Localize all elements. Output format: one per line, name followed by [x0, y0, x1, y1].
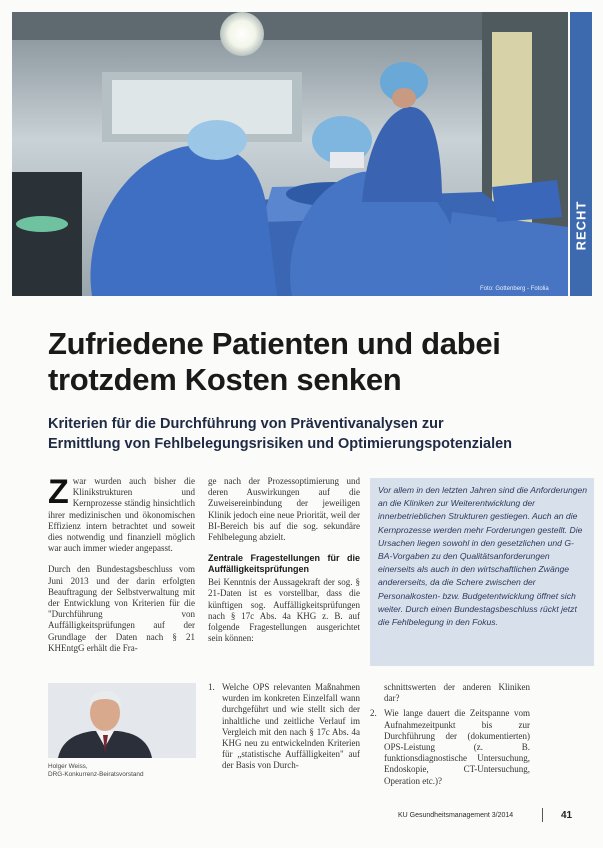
list-text: schnittswerten der anderen Kliniken dar? — [384, 682, 530, 704]
list-item — [370, 708, 530, 786]
portrait-role: DRG-Konkurrenz-Beiratsvorstand — [48, 771, 144, 778]
subheadline-line-1: Kriterien für die Durchführung von Präventivanalysen zur — [48, 416, 444, 432]
headline-line-1: Zufriedene Patienten und dabei — [48, 326, 501, 361]
portrait-caption — [48, 763, 198, 779]
list-text: Wie lange dauert die Zeitspanne vom Aufnahmezeitpunkt bis zur Durchführung der (dokumentierten) OPS-Leistung (z. B. funktionsdiagnostische Untersuchung, Endoskopie, CT-Untersuchung, Operation etc.)? — [384, 708, 530, 786]
question-list-right — [370, 682, 530, 791]
portrait-name: Holger Weiss, — [48, 763, 88, 770]
list-number: 1. — [208, 682, 215, 692]
question-list-left — [208, 682, 360, 776]
article-subheadline — [48, 414, 568, 454]
section-subhead: Zentrale Fragestellungen für die Auffälligkeitsprüfungen — [208, 553, 360, 575]
page-number: 41 — [561, 810, 573, 821]
list-number — [370, 682, 384, 704]
footer-separator — [542, 808, 543, 822]
headline-line-2: trotzdem Kosten senken — [48, 362, 402, 397]
pull-quote-text: Vor allem in den letzten Jahren sind die Anforderungen an die Kliniken zur Weiterentwicklung der innerbetrieblichen Strukturen gestiegen. Auch an die Kernprozesse werden mehr Forderungen gestellt. Die Ursachen liegen sowohl in den gesetzlichen und G-BA-Vorgaben zu den Qualitätsanforderungen einerseits als auch in den wirtschaftlichen Zwänge andererseits, da die Schere zwischen der Personalkosten- bzw. Budgetentwicklung öffnet sich weiter. Durch einen Bundestagsbeschluss rückt jetzt die Fehlbelegung in den Fokus. — [378, 485, 588, 628]
list-number: 2. — [370, 708, 377, 719]
section-tab-label-wrap — [570, 195, 592, 255]
body-column-1 — [48, 473, 195, 664]
list-item — [370, 682, 530, 704]
footer-journal-name: KU Gesundheitsmanagement 3/2014 — [398, 812, 514, 819]
list-item — [208, 682, 360, 772]
list-text: Welche OPS relevanten Maßnahmen wurden im konkreten Einzelfall wann durchgeführt und wie stellt sich der inhaltliche und zeitliche Verlauf im Vergleich mit den nach § 17c Abs. 4a KHG neu zu entwickelnden Kriterien für „statistische Auffälligkeiten" auf der Basis von Durch- — [222, 682, 360, 771]
intro-paragraph — [48, 473, 195, 554]
article-headline — [48, 326, 568, 398]
subheadline-line-2: Ermittlung von Fehlbelegungsrisiken und Optimierungspotenzialen — [48, 436, 513, 452]
drop-cap: Z — [48, 473, 69, 511]
author-portrait — [48, 683, 196, 758]
surgery-photo-illustration — [12, 12, 568, 296]
paragraph-3: ge nach der Prozessoptimierung und deren Auswirkungen auf die Zuweisereinbindung der jeweiligen Klinik jedoch eine neue Priorität, weil der BI-Bereich bis auf die sog. sekundäre Fehlbelegung abzielt. — [208, 476, 360, 543]
body-column-2 — [208, 476, 360, 654]
surgery-photo — [12, 12, 568, 296]
paragraph-1-text: war wurden auch bisher die Klinikstrukturen und Kernprozesse ständig hinsichtlich ihrer medizinischen und ökonomischen Effizienz intern betrachtet und soweit dies notwendig und finanziell möglich war auch immer wieder angepasst. — [48, 476, 195, 554]
photo-credit: Foto: Gottenberg - Fotolia — [480, 286, 549, 292]
paragraph-2: Durch den Bundestagsbeschluss vom Juni 2013 und der darin erfolgten Beauftragung der Selbstverwaltung mit der Entwicklung von Kriterien für die "Durchführung von Auffälligkeitsprüfungen auf der Grundlage der Daten nach § 21 KHEntgG erhält die Fra- — [48, 564, 195, 653]
paragraph-4: Bei Kenntnis der Aussagekraft der sog. § 21-Daten ist es vorstellbar, dass die künftigen sog. Auffälligkeitsprüfungen nach § 17c Abs. 4a KHG z. B. auf folgende Fragestellungen ausgerichtet sein können: — [208, 577, 360, 644]
author-portrait-illustration — [48, 683, 196, 758]
section-tab-label: RECHT — [573, 200, 589, 250]
